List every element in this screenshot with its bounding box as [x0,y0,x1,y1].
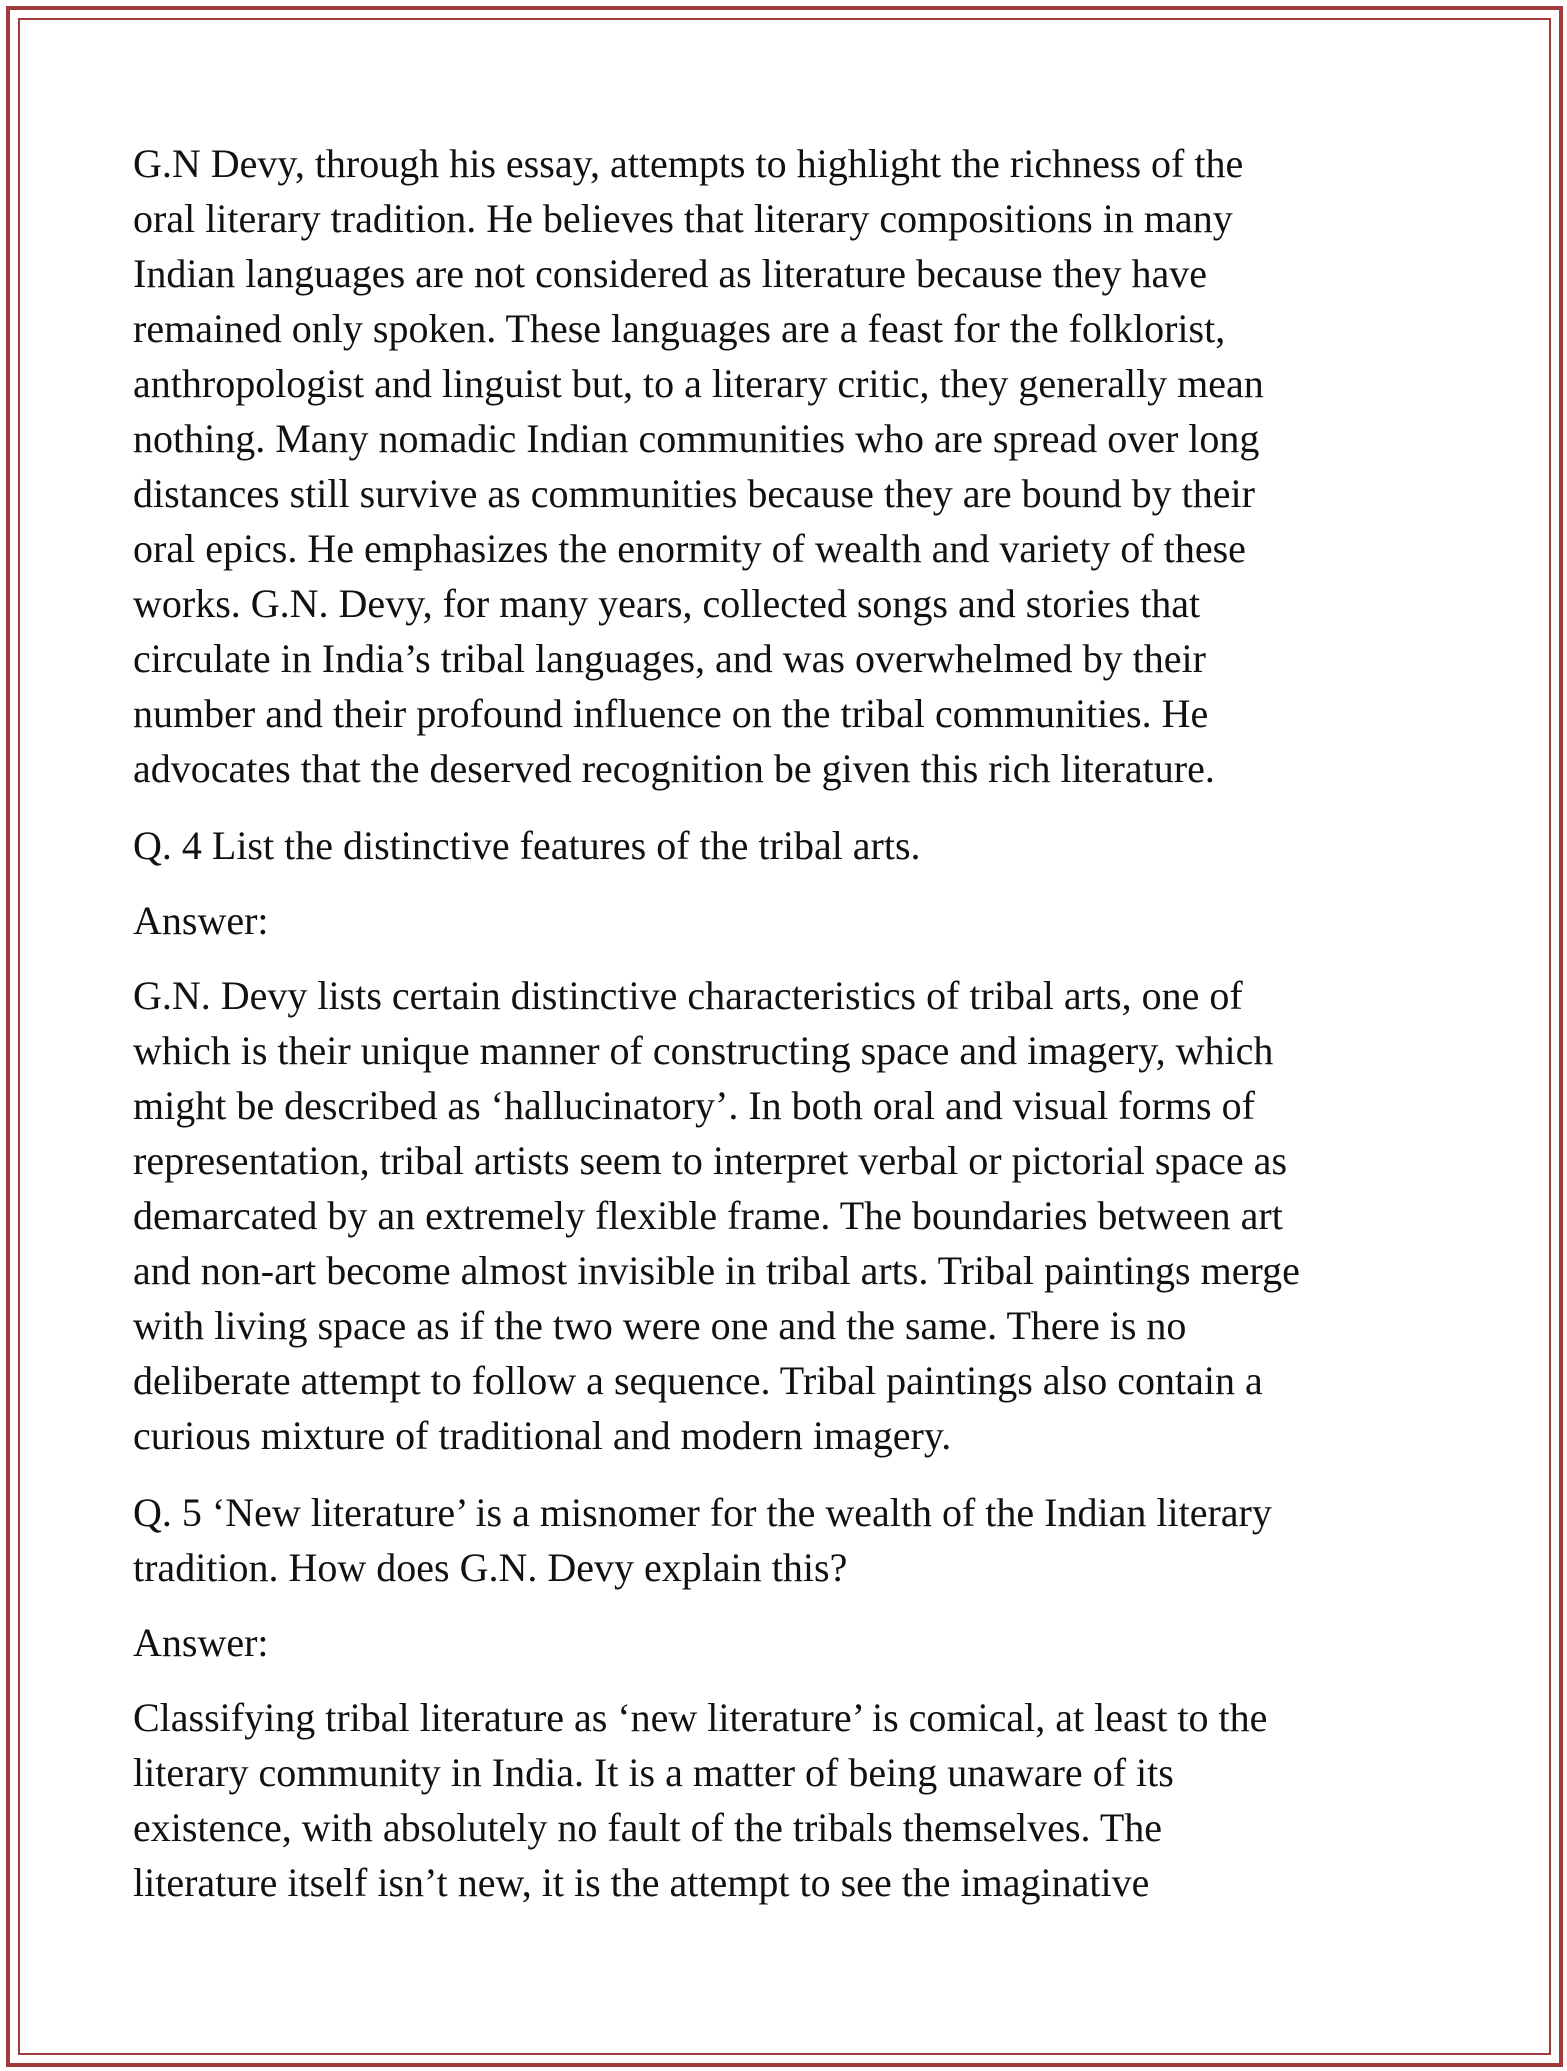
text-line: tradition. How does G.N. Devy explain this? [133,1545,848,1590]
text-line: Indian languages are not considered as literature because they have [133,251,1207,296]
text-line: with living space as if the two were one and the same. There is no [133,1303,1187,1348]
text-line: Classifying tribal literature as ‘new literature’ is comical, at least to the [133,1695,1268,1740]
answer-label [133,893,1453,948]
text-line: G.N Devy, through his essay, attempts to highlight the richness of the [133,141,1244,186]
text-line: representation, tribal artists seem to interpret verbal or pictorial space as [133,1138,1288,1183]
intro-paragraph [133,136,1453,796]
question-4 [133,818,1453,873]
text-line: nothing. Many nomadic Indian communities who are spread over long [133,416,1260,461]
text-line: Answer: [133,898,269,943]
text-line: advocates that the deserved recognition be given this rich literature. [133,746,1215,791]
text-line: demarcated by an extremely flexible frame. The boundaries between art [133,1193,1283,1238]
text-line: Q. 4 List the distinctive features of the tribal arts. [133,823,921,868]
text-line: and non-art become almost invisible in tribal arts. Tribal paintings merge [133,1248,1300,1293]
text-line: Q. 5 ‘New literature’ is a misnomer for the wealth of the Indian literary [133,1490,1272,1535]
answer-5-paragraph [133,1690,1453,1910]
text-line: might be described as ‘hallucinatory’. In both oral and visual forms of [133,1083,1255,1128]
text-line: Answer: [133,1620,269,1665]
text-line: remained only spoken. These languages are a feast for the folklorist, [133,306,1226,351]
text-line: existence, with absolutely no fault of the tribals themselves. The [133,1805,1163,1850]
text-line: anthropologist and linguist but, to a literary critic, they generally mean [133,361,1264,406]
text-line: G.N. Devy lists certain distinctive characteristics of tribal arts, one of [133,973,1243,1018]
question-5 [133,1485,1453,1595]
text-line: oral literary tradition. He believes that literary compositions in many [133,196,1233,241]
text-line: oral epics. He emphasizes the enormity of wealth and variety of these [133,526,1246,571]
text-line: literary community in India. It is a matter of being unaware of its [133,1750,1174,1795]
text-line: literature itself isn’t new, it is the attempt to see the imaginative [133,1860,1150,1905]
text-line: works. G.N. Devy, for many years, collected songs and stories that [133,581,1201,626]
answer-4-paragraph [133,968,1453,1463]
text-line: deliberate attempt to follow a sequence. Tribal paintings also contain a [133,1358,1263,1403]
text-line: which is their unique manner of constructing space and imagery, which [133,1028,1274,1073]
text-line: circulate in India’s tribal languages, and was overwhelmed by their [133,636,1206,681]
text-line: number and their profound influence on the tribal communities. He [133,691,1209,736]
text-line: distances still survive as communities because they are bound by their [133,471,1255,516]
answer-label [133,1615,1453,1670]
document-body [133,136,1453,1910]
text-line: curious mixture of traditional and modern imagery. [133,1413,952,1458]
